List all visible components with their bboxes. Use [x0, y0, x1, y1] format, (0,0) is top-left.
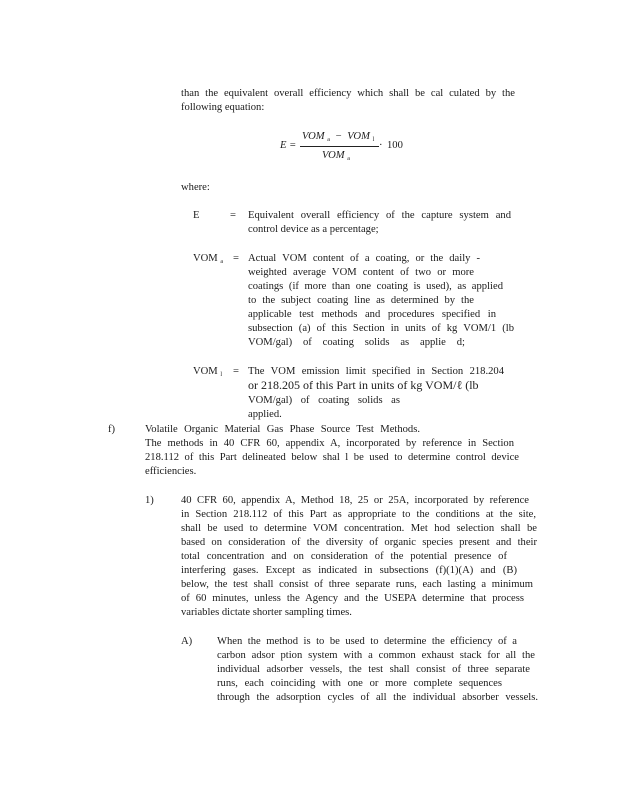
- section-f-line-4: efficiencies.: [145, 466, 197, 477]
- item-a-line-2: carbon adsor ption system with a common exhaust stack for all the: [217, 650, 535, 661]
- item-a-line-1: When the method is to be used to determine the efficiency of a: [217, 636, 517, 647]
- item-1-line-8: of 60 minutes, unless the Agency and the USEPA determine that process: [181, 593, 524, 604]
- section-f-line-2: The methods in 40 CFR 60, appendix A, incorporated by reference in Section: [145, 438, 514, 449]
- def-vom-a-line-7: VOM/gal) of coating solids as applie d;: [248, 337, 465, 348]
- item-1-line-9: variables dictate shorter sampling times.: [181, 607, 352, 618]
- def-vom-a-line-6: subsection (a) of this Section in units of kg VOM/1 (lb: [248, 323, 514, 334]
- def-eq-vom-l: =: [233, 366, 239, 377]
- def-term-e: E: [193, 210, 200, 221]
- def-eq-e: =: [230, 210, 236, 221]
- def-vom-a-line-2: weighted average VOM content of two or more: [248, 267, 474, 278]
- item-1-line-4: based on consideration of the diversity of organic species present and their: [181, 537, 537, 548]
- item-1-line-6: interfering gases. Except as indicated in subsections (f)(1)(A) and (B): [181, 565, 517, 576]
- equation-num-sub-a: a: [327, 137, 330, 143]
- equation-num-vom-l: VOM: [347, 131, 370, 142]
- def-vom-l-line-1: The VOM emission limit specified in Section 218.204: [248, 366, 504, 377]
- def-vom-a-line-3: coatings (if more than one coating is used), as applied: [248, 281, 503, 292]
- def-vom-a-line-4: to the subject coating line as determined by the: [248, 295, 474, 306]
- item-1-label: 1): [145, 495, 154, 506]
- item-1-line-5: total concentration and on consideration of the potential presence of: [181, 551, 507, 562]
- equation-minus: −: [335, 131, 342, 142]
- item-a-line-5: through the adsorption cycles of all the individual absorber vessels.: [217, 692, 538, 703]
- def-vom-l-line-3: VOM/gal) of coating solids as applied.: [248, 395, 400, 421]
- item-1-line-3: shall be used to determine VOM concentration. Met hod selection shall be: [181, 523, 537, 534]
- item-1-line-1: 40 CFR 60, appendix A, Method 18, 25 or 25A, incorporated by reference: [181, 495, 529, 506]
- equation-fraction-bar: [300, 146, 379, 147]
- def-term-vom-a: [193, 252, 223, 269]
- def-vom-l-line-2: or 218.205 of this Part in units of kg VOM/ℓ (lb: [248, 378, 479, 392]
- equation-denominator: [322, 149, 350, 166]
- def-term-vom-l-text: VOM: [193, 366, 218, 377]
- item-1-line-2: in Section 218.112 of this Part as appropriate to the conditions at the site,: [181, 509, 536, 520]
- where-label: where:: [181, 182, 210, 193]
- equation-den-sub: a: [347, 156, 350, 162]
- intro-line-1: than the equivalent overall efficiency which shall be cal culated by the: [181, 88, 515, 99]
- equation-factor: 100: [387, 140, 403, 151]
- def-vom-a-line-1: Actual VOM content of a coating, or the daily -: [248, 253, 480, 264]
- equation-times: ·: [379, 140, 383, 151]
- equation-lhs: E =: [280, 140, 297, 151]
- def-term-vom-a-sub: a: [220, 259, 224, 265]
- def-eq-vom-a: =: [233, 253, 239, 264]
- equation-den-vom: VOM: [322, 150, 345, 161]
- section-f-line-1: Volatile Organic Material Gas Phase Source Test Methods.: [145, 424, 420, 435]
- intro-line-2: following equation:: [181, 102, 265, 113]
- equation-num-sub-l: l: [372, 137, 375, 143]
- item-a-label: A): [181, 636, 193, 647]
- def-vom-a-line-5: applicable test methods and procedures specified in: [248, 309, 496, 320]
- equation-numerator: [302, 130, 374, 147]
- section-f-line-3: 218.112 of this Part delineated below shal l be used to determine control device: [145, 452, 519, 463]
- section-f-label: f): [108, 424, 116, 435]
- def-term-vom-l-sub: l: [220, 372, 223, 378]
- def-e-line-2: control device as a percentage;: [248, 224, 379, 235]
- equation-num-vom-a: VOM: [302, 131, 325, 142]
- def-e-line-1: Equivalent overall efficiency of the capture system and: [248, 210, 511, 221]
- def-term-vom-l: [193, 365, 222, 382]
- def-term-vom-a-text: VOM: [193, 253, 218, 264]
- item-1-line-7: below, the test shall consist of three separate runs, each lasting a minimum: [181, 579, 533, 590]
- item-a-line-3: individual adsorber vessels, the test shall consist of three separate: [217, 664, 530, 675]
- item-a-line-4: runs, each coinciding with one or more complete sequences: [217, 678, 502, 689]
